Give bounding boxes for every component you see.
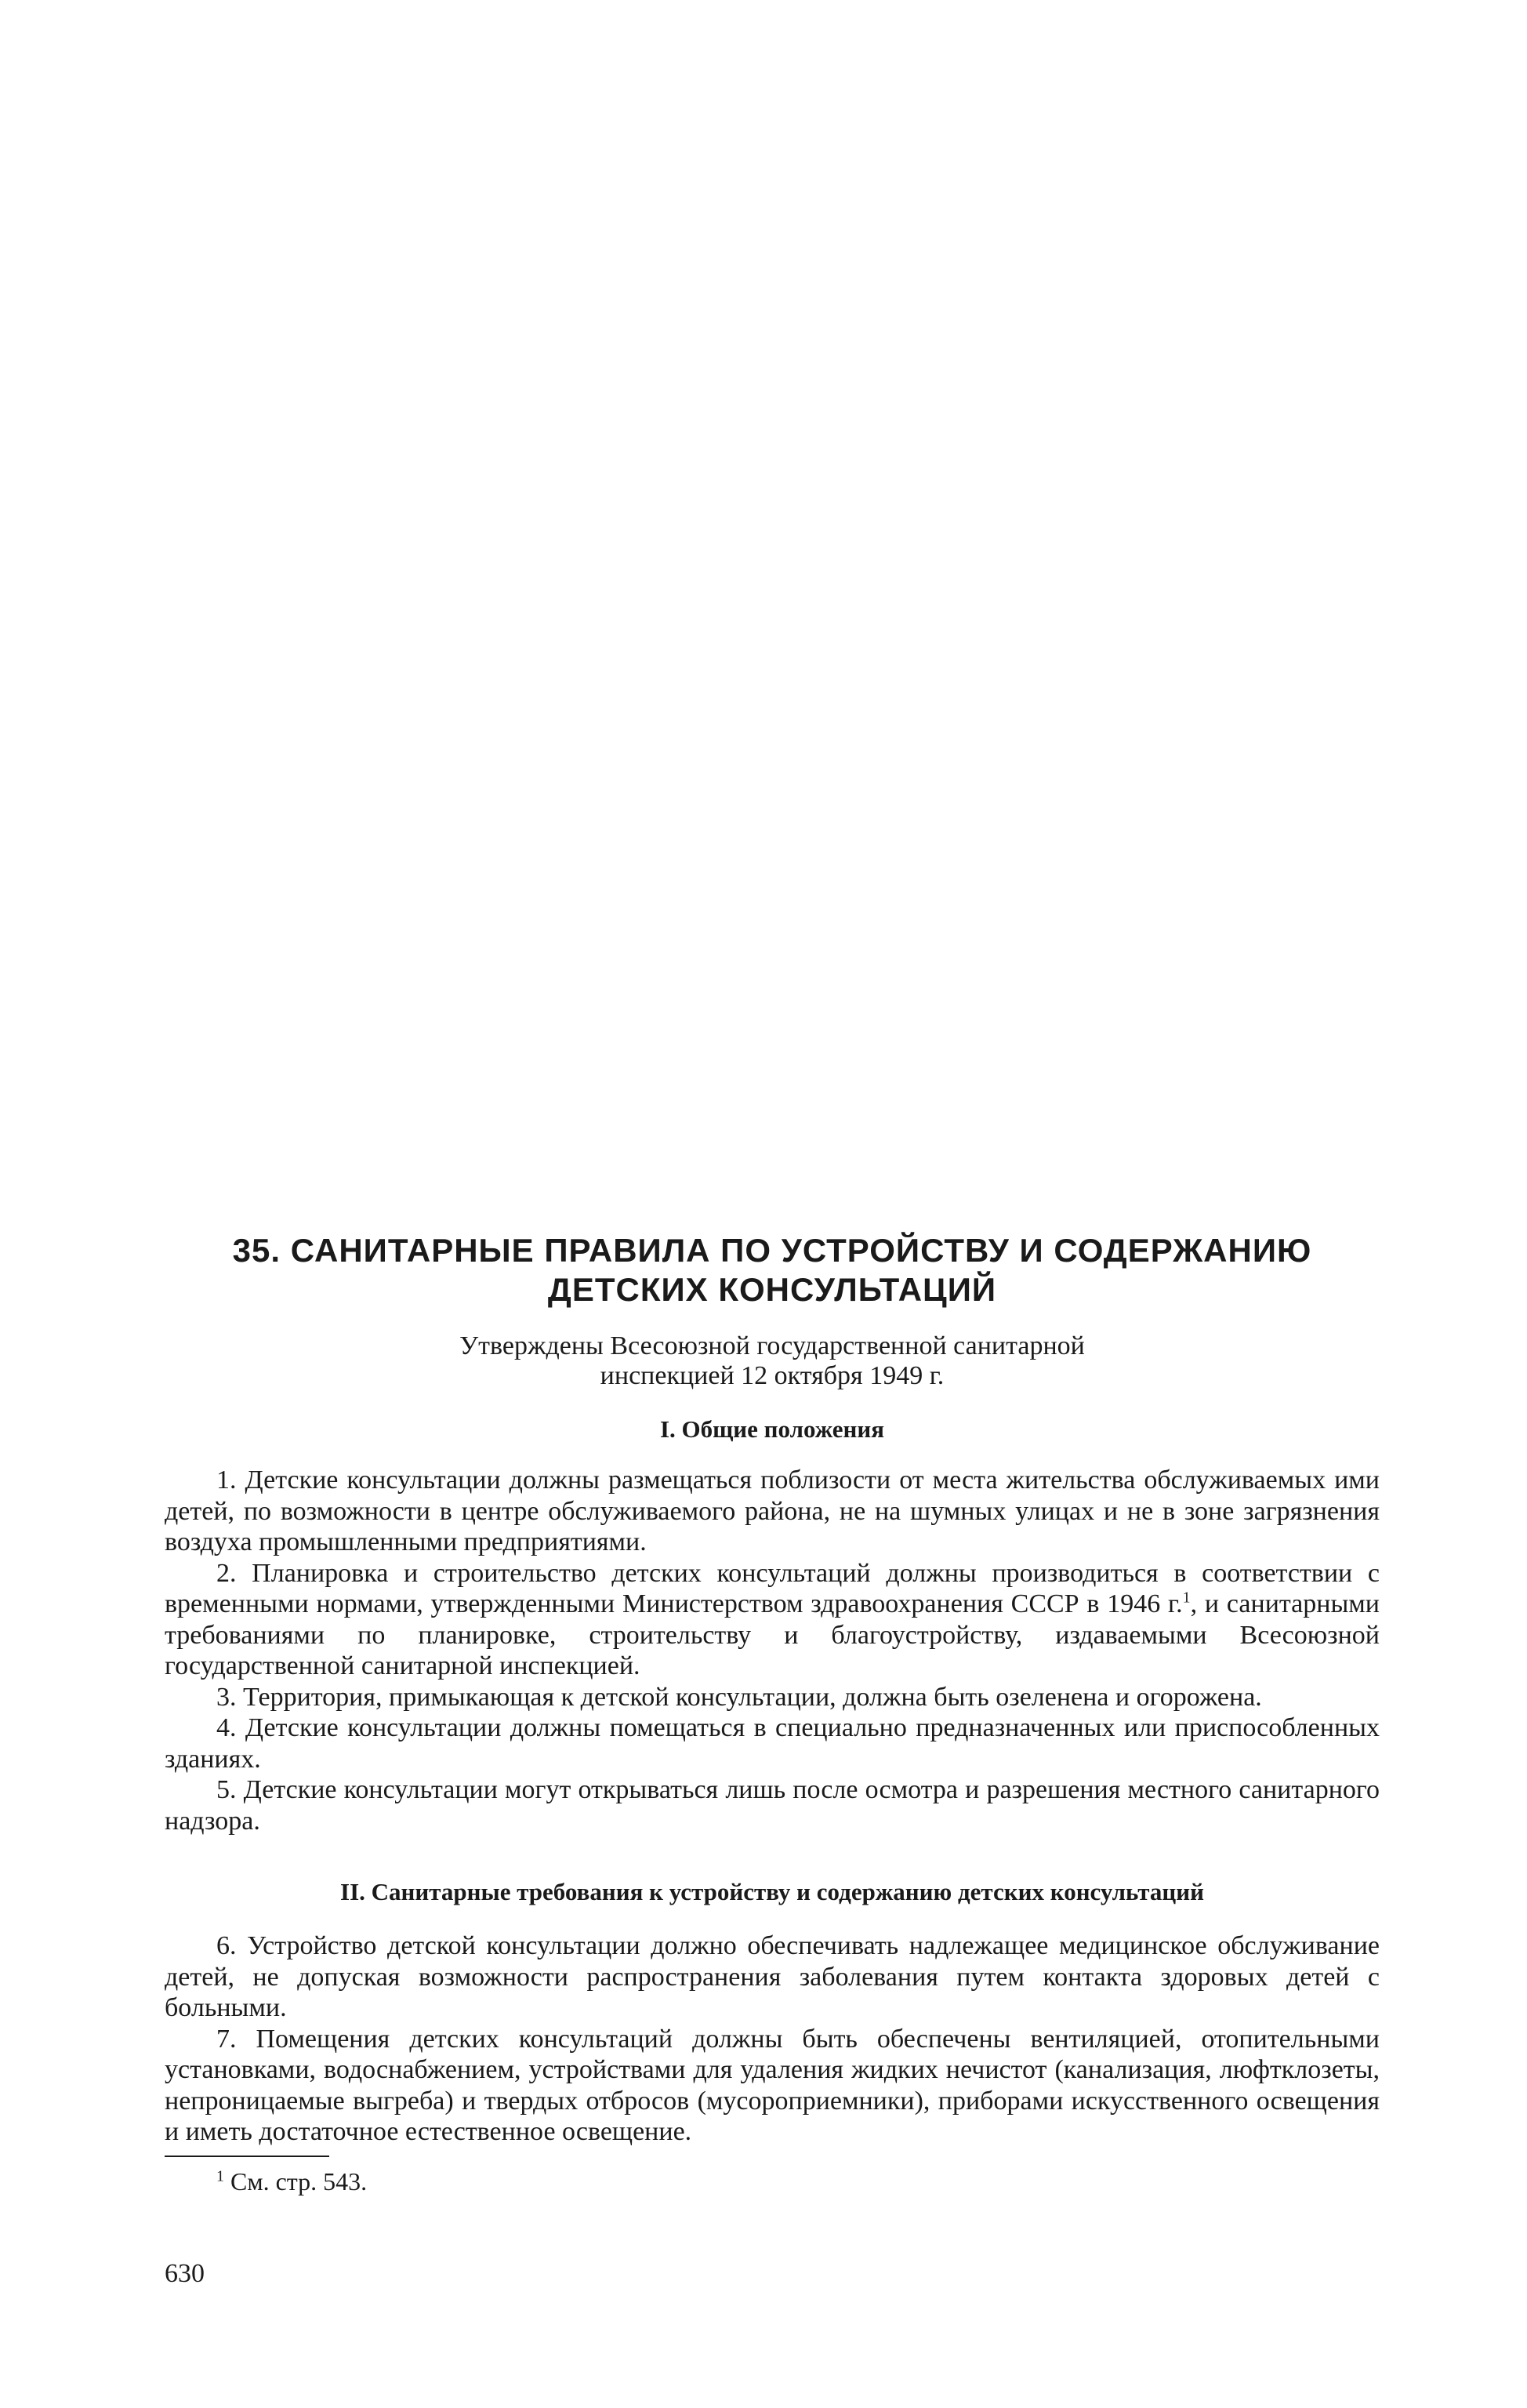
paragraph-1: 1. Детские консультации должны размещаться поблизости от места жительства обслуживаемых ими детей, по возможности в центре обслуживаемого района, не на шумных улицах и не в зоне загрязнения воздуха промышленными предприятиями. [165,1466,1380,1556]
section-heading-sanitary-requirements: II. Санитарные требования к устройству и содержанию детских консультаций [340,1878,1204,1905]
paragraph-2-part-2: , и санитарными требованиями по планировке, строительству и благоустройству, издаваемыми Всесоюзной государственной санитарной инспекцией. [165,1589,1380,1680]
paragraph-7: 7. Помещения детских консультаций должны быть обеспечены вентиляцией, отопительными установками, водоснабжением, устройствами для удаления жидких нечистот (канализация, люфтклозеты, непроницаемые выгреба) и твердых отбросов (мусороприемники), приборами искусственного освещения и иметь достаточное естественное освещение. [165,2024,1380,2146]
paragraph-2-part-1: 2. Планировка и строительство детских консультаций должны производиться в соответствии с временными нормами, утвержденными Министерством здравоохранения СССР в 1946 г. [165,1558,1380,1618]
section-heading-general: I. Общие положения [659,1415,885,1443]
paragraph-2 [165,1558,1380,1682]
paragraph-3: 3. Территория, примыкающая к детской консультации, должна быть озеленена и огорожена. [216,1682,1262,1712]
footnote-text: См. стр. 543. [230,2166,368,2196]
approval-note [165,1331,1380,1391]
footnote [165,2166,1380,2196]
document-page [165,1231,1380,2196]
document-title [165,1231,1380,1309]
title-line-2: ДЕТСКИХ КОНСУЛЬТАЦИЙ [547,1271,997,1308]
paragraph-6: 6. Устройство детской консультации должно обеспечивать надлежащее медицинское обслуживание детей, не допуская возможности распространения заболевания путем контакта здоровых детей с больными. [165,1931,1380,2022]
approval-line-1: Утверждены Всесоюзной государственной санитарной [459,1331,1085,1360]
paragraph-4: 4. Детские консультации должны помещаться в специально предназначенных или приспособленных зданиях. [165,1713,1380,1774]
approval-line-2: инспекцией 12 октября 1949 г. [600,1361,945,1390]
footnote-reference: 1 [1182,1589,1191,1607]
footnote-mark: 1 [216,2166,224,2185]
page-number: 630 [165,2259,205,2288]
paragraph-5: 5. Детские консультации могут открываться лишь после осмотра и разрешения местного санитарного надзора. [165,1775,1380,1836]
footnote-divider [165,2156,329,2157]
title-line-1: 35. САНИТАРНЫЕ ПРАВИЛА ПО УСТРОЙСТВУ И СОДЕРЖАНИЮ [232,1232,1312,1269]
